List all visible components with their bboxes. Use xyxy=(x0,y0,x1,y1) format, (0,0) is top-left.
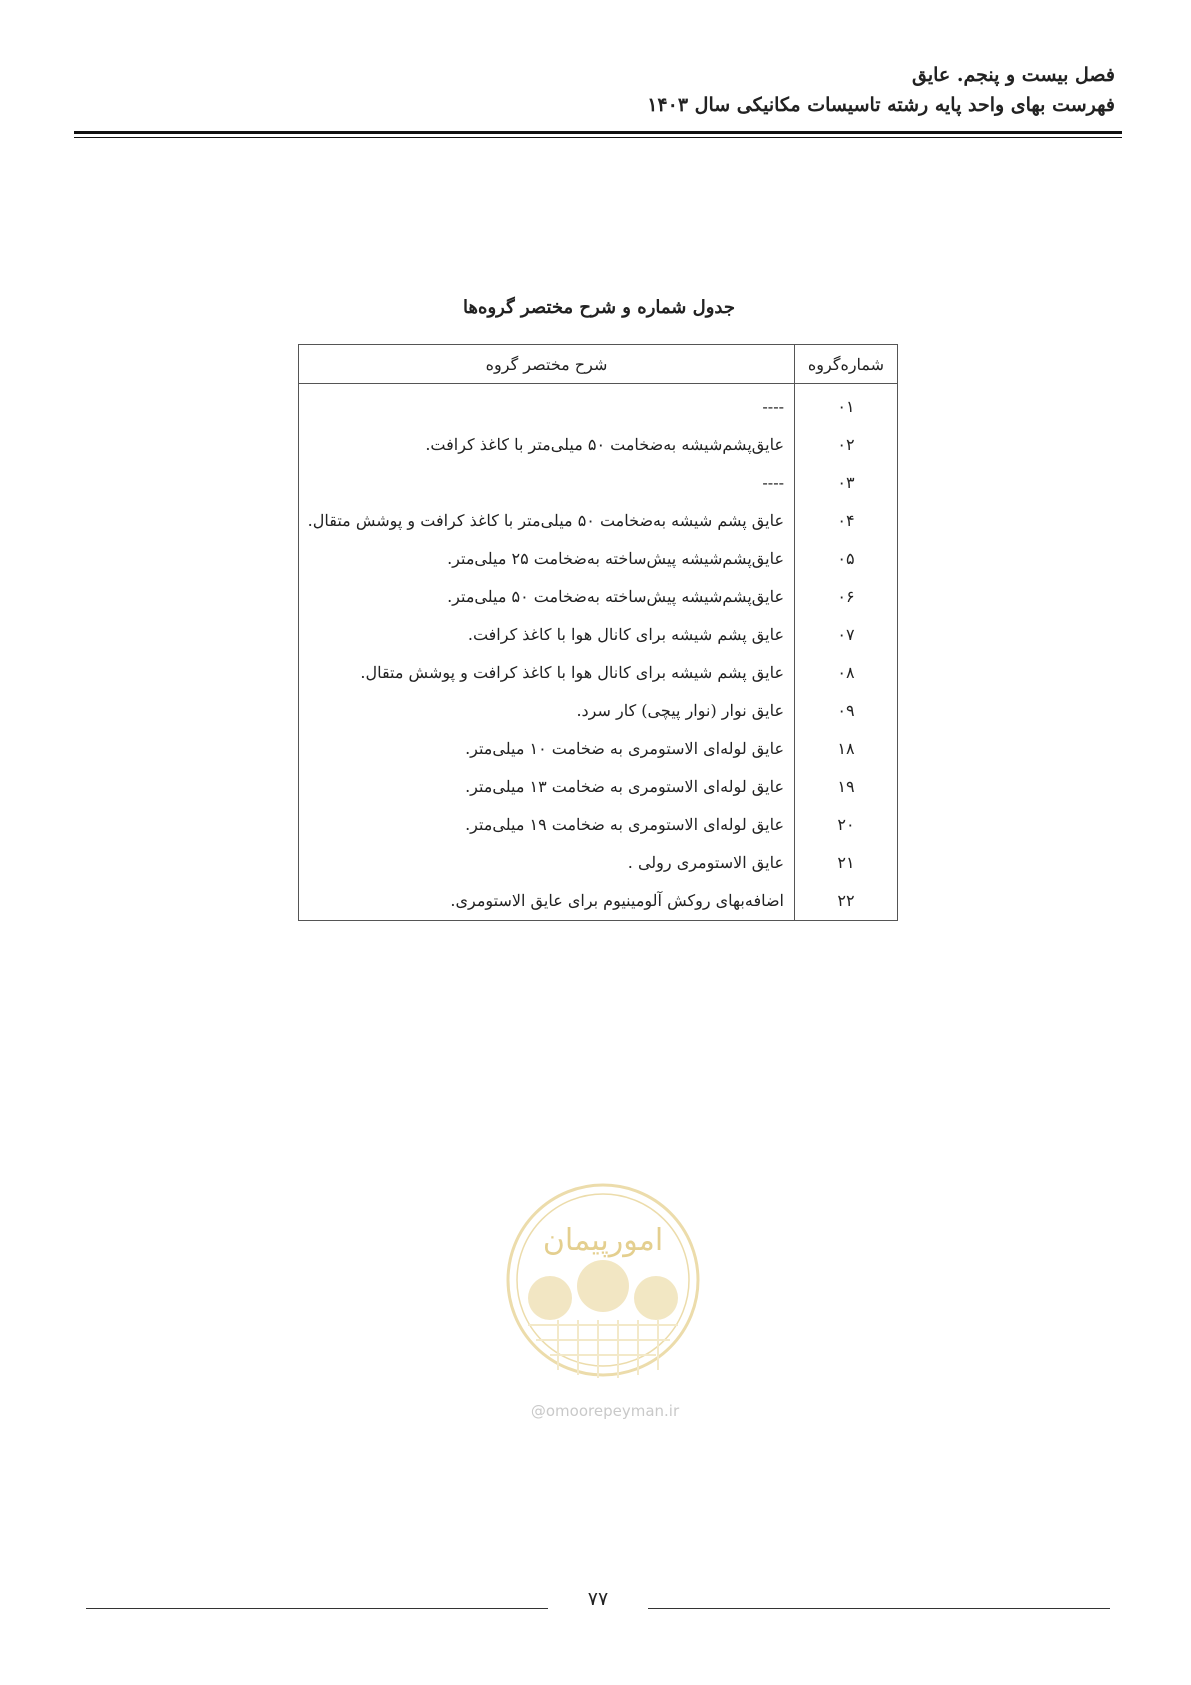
group-number-cell: ۰۷ xyxy=(795,616,898,654)
table-row xyxy=(299,426,898,464)
group-number-cell: ۰۳ xyxy=(795,464,898,502)
table-row xyxy=(299,616,898,654)
group-description-cell: عایق لوله‌ای الاستومری به ضخامت ۱۳ میلی‌متر. xyxy=(299,768,795,806)
group-description-cell: عایق نوار (نوار پیچی) کار سرد. xyxy=(299,692,795,730)
table-header-row xyxy=(299,345,898,384)
group-description-cell: عایق پشم شیشه برای کانال هوا با کاغذ کرافت و پوشش متقال. xyxy=(299,654,795,692)
groups-table xyxy=(298,344,898,921)
group-number-cell: ۲۲ xyxy=(795,882,898,921)
logo-gear-center xyxy=(577,1260,629,1312)
table-row xyxy=(299,692,898,730)
description-column-header: شرح مختصر گروه xyxy=(299,345,795,384)
group-number-cell: ۰۴ xyxy=(795,502,898,540)
number-column-header: شماره‌گروه xyxy=(795,345,898,384)
group-number-cell: ۰۵ xyxy=(795,540,898,578)
table-row xyxy=(299,384,898,427)
book-title: فهرست بهای واحد پایه رشته تاسیسات مکانیکی سال ۱۴۰۳ xyxy=(647,94,1115,116)
header-rule-thick xyxy=(74,131,1122,134)
page-number: ۷۷ xyxy=(587,1588,609,1610)
group-description-cell: عایق‌پشم‌شیشه پیش‌ساخته به‌ضخامت ۵۰ میلی‌متر. xyxy=(299,578,795,616)
omoorepeyman-logo-watermark xyxy=(498,1180,708,1380)
footer-line-left xyxy=(86,1608,548,1609)
table-row xyxy=(299,464,898,502)
header-rule-thin xyxy=(74,137,1122,138)
chapter-title: فصل بیست و پنجم. عایق xyxy=(911,64,1115,86)
group-number-cell: ۰۲ xyxy=(795,426,898,464)
group-description-cell: عایق الاستومری رولی . xyxy=(299,844,795,882)
group-description-cell: عایق پشم شیشه برای کانال هوا با کاغذ کرافت. xyxy=(299,616,795,654)
table-row xyxy=(299,578,898,616)
group-number-cell: ۰۶ xyxy=(795,578,898,616)
group-description-cell: ---- xyxy=(299,464,795,502)
table-row xyxy=(299,540,898,578)
group-number-cell: ۲۰ xyxy=(795,806,898,844)
watermark-caption: @omoorepeyman.ir xyxy=(530,1402,680,1420)
table-row xyxy=(299,768,898,806)
table-row xyxy=(299,806,898,844)
group-description-cell: عایق‌پشم‌شیشه پیش‌ساخته به‌ضخامت ۲۵ میلی‌متر. xyxy=(299,540,795,578)
logo-gear-left xyxy=(528,1276,572,1320)
table-body xyxy=(299,384,898,921)
group-description-cell: عایق‌پشم‌شیشه به‌ضخامت ۵۰ میلی‌متر با کاغذ کرافت. xyxy=(299,426,795,464)
group-number-cell: ۰۸ xyxy=(795,654,898,692)
group-description-cell: عایق لوله‌ای الاستومری به ضخامت ۱۹ میلی‌متر. xyxy=(299,806,795,844)
table-row xyxy=(299,882,898,921)
group-number-cell: ۱۹ xyxy=(795,768,898,806)
group-description-cell: عایق پشم شیشه به‌ضخامت ۵۰ میلی‌متر با کاغذ کرافت و پوشش متقال. xyxy=(299,502,795,540)
group-description-cell: عایق لوله‌ای الاستومری به ضخامت ۱۰ میلی‌متر. xyxy=(299,730,795,768)
group-number-cell: ۰۱ xyxy=(795,384,898,427)
page-header xyxy=(647,60,1115,120)
table-row xyxy=(299,730,898,768)
group-description-cell: ---- xyxy=(299,384,795,427)
table-row xyxy=(299,654,898,692)
footer-line-right xyxy=(648,1608,1110,1609)
group-number-cell: ۰۹ xyxy=(795,692,898,730)
group-number-cell: ۱۸ xyxy=(795,730,898,768)
table-row xyxy=(299,844,898,882)
logo-script-text: امورپیمان xyxy=(542,1223,664,1258)
logo-gear-right xyxy=(634,1276,678,1320)
table-row xyxy=(299,502,898,540)
table-title: جدول شماره و شرح مختصر گروه‌ها xyxy=(463,297,735,318)
group-number-cell: ۲۱ xyxy=(795,844,898,882)
group-description-cell: اضافه‌بهای روکش آلومینیوم برای عایق الاستومری. xyxy=(299,882,795,921)
